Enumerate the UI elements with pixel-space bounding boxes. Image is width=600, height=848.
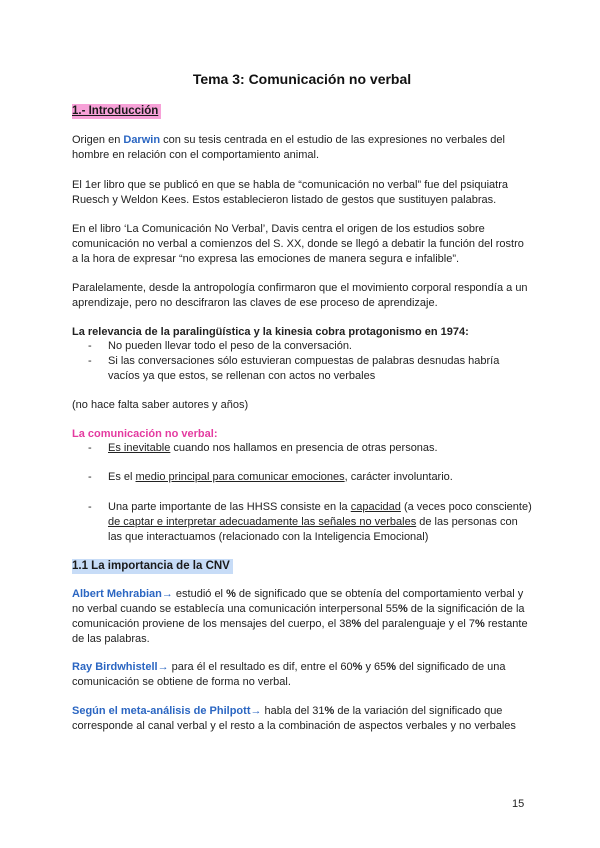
text: para él el resultado es dif, entre el 60 [168,661,353,673]
text: cuando nos hallamos en presencia de otras personas. [170,442,438,454]
dash-bullet: - [88,442,92,454]
paragraph-darwin [72,133,532,163]
list-item [72,500,532,545]
percent-sign: % [386,661,397,673]
list-item-text: No pueden llevar todo el peso de la conversación. [108,340,352,352]
text: (a veces poco consciente) [400,501,532,513]
dash-bullet: - [88,501,92,513]
cnv-list [72,500,532,545]
list-item [72,354,532,384]
arrow-icon: → [161,588,173,600]
section-heading-introduccion: 1.- Introducción [72,104,161,119]
percent-sign: % [351,618,362,630]
dash-bullet: - [88,471,92,483]
text: Es el [108,471,136,483]
darwin-highlight: Darwin [123,134,161,146]
cnv-list [72,441,532,456]
cnv-list [72,470,532,485]
arrow-icon: → [250,705,262,717]
author-name: Albert Mehrabian [72,588,162,600]
list-item [72,339,532,354]
percent-sign: % [226,588,236,600]
text: restante de las palabras. [72,618,528,645]
page-title: Tema 3: Comunicación no verbal [192,71,412,87]
list-item-text: Si las conversaciones sólo estuvieran compuestas de palabras desnudas habría vacíos ya que estos, se rellenan con actos no verbales [108,355,500,382]
cnv-heading: La comunicación no verbal: [72,428,218,440]
underlined-text: capacidad [350,501,401,513]
arrow-icon: → [157,661,169,673]
text: Una parte importante de las HHSS consiste en la [108,501,351,513]
underlined-text: medio principal para comunicar emociones [135,471,345,483]
paragraph-ruesch: El 1er libro que se publicó en que se habla de “comunicación no verbal” fue del psiquiatra Ruesch y Weldon Kees. Estos establecieron listado de gestos que sustituyen palabras. [72,179,508,206]
text: con su tesis centrada en el estudio de las expresiones no verbales del hombre en relación con el comportamiento animal. [72,134,505,161]
percent-sign: % [397,603,408,615]
text: y 65 [362,661,387,673]
dash-bullet: - [88,355,92,367]
paragraph-antropologia: Paralelamente, desde la antropología confirmaron que el movimiento corporal respondía a un aprendizaje, pero no descifraron las claves de ese proceso de aprendizaje. [72,282,528,309]
author-name: Según el meta-análisis de Philpott [72,705,251,717]
percent-sign: % [352,661,363,673]
list-item-text [108,441,532,456]
dash-bullet: - [88,340,92,352]
paragraph-davis: En el libro ‘La Comunicación No Verbal’, Davis centra el origen de los estudios sobre comunicación no verbal a comienzos del S. XX, donde se llegó a debatir la función del rostro a la hora de expresar “no expresa las emociones de manera segura e infalible”. [72,223,524,265]
paragraph-mehrabian [72,587,532,647]
paragraph-birdwhistell [72,660,532,690]
page-number: 15 [512,798,525,810]
section-heading-importancia: 1.1 La importancia de la CNV [72,559,233,574]
text: , carácter involuntario. [344,471,453,483]
text: habla del 31 [261,705,325,717]
list-item [72,470,532,485]
text: de la significación de la comunicación proviene de los mensajes del cuerpo, el 38 [72,603,525,630]
text: de la variación del significado que corresponde al canal verbal y el resto a la combinación de aspectos verbales y no verbales [72,705,516,732]
text: de significado que se obtenía del comportamiento verbal y no verbal cuando se establecía una comunicación interpersonal 55 [72,588,524,615]
note-autores: (no hace falta saber autores y años) [72,399,249,411]
underlined-text: Es inevitable [108,442,171,454]
text: de las personas con las que interactuamos (relacionado con la Inteligencia Emocional) [108,516,518,543]
list-item-text [108,500,532,545]
author-name: Ray Birdwhistell [72,661,158,673]
relevancia-heading: La relevancia de la paralingüística y la kinesia cobra protagonismo en 1974: [72,326,469,338]
underlined-text: de captar e interpretar adecuadamente las señales no verbales [108,516,417,528]
list-item [72,441,532,456]
text: estudió el [172,588,227,600]
text: del paralenguaje y el 7 [361,618,475,630]
paragraph-philpott [72,704,532,734]
text: del significado de una comunicación se obtiene de forma no verbal. [72,661,506,688]
percent-sign: % [324,705,335,717]
text: Origen en [72,134,124,146]
relevancia-list [72,339,532,384]
percent-sign: % [474,618,485,630]
list-item-text [108,470,532,485]
